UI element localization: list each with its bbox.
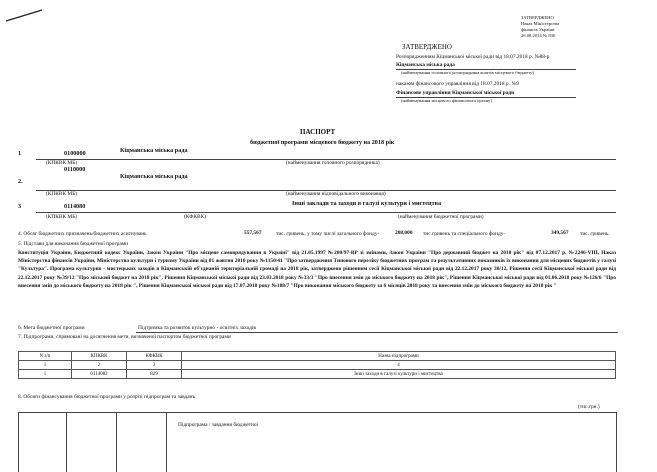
stamp-line: фінансів України — [521, 27, 555, 32]
table-header: N з/п — [19, 352, 72, 361]
section4-end: тис. гривень. — [580, 231, 610, 237]
table-cell: 1 — [19, 361, 72, 370]
row-code: 0110000 — [64, 166, 86, 173]
table-cell: Інші заходи в галузі культури і мистецтва — [182, 370, 616, 379]
row-name-caption: (найменування відповідального виконавця) — [286, 191, 386, 197]
section5-title: 5. Підстави для виконання бюджетної програми — [18, 241, 129, 247]
row-code-caption: (КПКВК МБ) — [46, 214, 78, 220]
table-cell: 829 — [127, 370, 182, 379]
stamp-line: Наказ Міністерства — [521, 21, 560, 26]
table-cell: 1 — [19, 370, 72, 379]
section4-mid2: тис.гривень та спеціального фонду- — [423, 231, 506, 237]
section5-text: Конституція України, Бюджетний кодекс України, Закон України "Про місцеве самоврядування в Україні" від 21.05.1997 №280/97-ВР зі змінами, Закон України "Про державний бюджет на 2018 рік" від 07.12.2017 р. №2246-VIII, Наказ Міністерства фінансів України, Міністерства культури і туризму України від 01 жовтня 2010 року №1150/41 "Про затвердження Типового переліку бюджетних програм та результативних показників їх виконання для місцевих бюджетів у галузі "Культура". Програма культурно - мистецьких заходів в Кіцманській об'єднаній територіальній громаді на 2018 рік, затверджено рішенням сесії Кіцманської міської ради від 22.12.2017 року 30/12, Рішення сесії Кіцманської міської ради від 22.12.2017 року №39/12 "Про міський бюджет на 2018 рік", Рішення Кіцманської міської ради від 23.03.2018 року №33/3 "Про внесення змін до міського бюджету на 2018 рік", Рішення Кіцманської міської ради від 01.06.2018 року №126/6 "Про внесення змін до міського бюджету на 2018 рік ", Рішення Кіцманської міської ради від 17.07.2018 року №188/7 "Про виконання міського бюджету за 6 місяців 2018 року та внесення змін до міського бюджету на 2018 рік " — [18, 250, 616, 289]
section4-general: 208,000 — [395, 230, 413, 236]
row-name-caption: (найменування головного розпорядника) — [286, 160, 380, 166]
approval-org1-caption: (найменування головного розпорядника коштів місцевого бюджету) — [401, 70, 535, 75]
row-kfkvk-caption: (КФКВК) — [184, 214, 206, 220]
row-code: 0114080 — [64, 203, 86, 210]
section8-partial-header: Підпрограма / завдання бюджетної — [178, 422, 259, 428]
approval-title: ЗАТВЕРДЖЕНО — [402, 43, 452, 51]
table-cell: 3 — [127, 361, 182, 370]
approval-org2-caption: (найменування місцевого фінансового органу) — [401, 98, 492, 103]
row-name: Кіцманська міська рада — [120, 147, 188, 154]
row-code: 0100000 — [64, 150, 86, 157]
table-index-row — [19, 361, 616, 370]
section8-units: (тис.грн.) — [578, 404, 600, 410]
section4-mid1: тис. гривень, у тому числі загального фонду- — [276, 231, 380, 237]
table-header: Назва підпрограми — [182, 352, 616, 361]
approval-order2: наказом фінансового управління від 18.07.2018 р. №9 — [396, 81, 520, 87]
section6-value: Підтримка та розвиток культурно - освітніх заходів — [138, 325, 256, 331]
table-header: КФКВК — [127, 352, 182, 361]
row-number: 2. — [18, 178, 23, 185]
section7-title: 7. Підпрограми, спрямовані на досягнення мети, визначеної паспортом бюджетної програми — [18, 334, 231, 340]
passport-title: ПАСПОРТ — [300, 128, 336, 136]
stamp-line: ЗАТВЕРДЖЕНО — [521, 15, 554, 20]
section6-label: 6. Мета бюджетної програми — [18, 325, 85, 331]
row-name: Інші заклади та заходи в галузі культури і мистецтва — [292, 200, 442, 207]
row-number: 3 — [18, 203, 22, 210]
row-code-caption: (КПКВК МБ) — [46, 191, 78, 197]
subprogram-table — [18, 351, 616, 379]
approval-org2: Фінансове управління Кіцманської міської ради — [396, 90, 515, 96]
table-row — [19, 370, 616, 379]
row-code-caption: (КПКВК МБ) — [46, 160, 78, 166]
table-cell: 0114082 — [72, 370, 127, 379]
table-cell: 2 — [72, 361, 127, 370]
approval-order: Розпорядженням Кіцманської міської ради від 18.07.2018 р. №88-р — [396, 54, 550, 60]
stamp-line: 26.08.2014 № 836 — [521, 33, 556, 38]
section8-title: 8. Обсяги фінансування бюджетної програми у розрізі підпрограм та завдань — [18, 394, 196, 400]
section4-text: 4. Обсяг бюджетних призначень/бюджетних асигнувань — [18, 231, 147, 237]
row-name-caption: (найменування бюджетної програми) — [398, 214, 484, 220]
table-cell: 4 — [182, 361, 616, 370]
passport-subtitle: бюджетної програми місцевого бюджету на 2018 рік — [250, 139, 395, 146]
row-number: 1 — [18, 150, 22, 157]
table-header: КПКВК — [72, 352, 127, 361]
pen-mark — [4, 6, 46, 24]
section4-total: 557,567 — [244, 230, 262, 236]
row-name: Кіцманська міська рада — [120, 173, 188, 180]
table-header-row — [19, 352, 616, 361]
section4-special: 349,567 — [551, 230, 569, 236]
approval-org1: Кіцманська міська рада — [396, 62, 455, 68]
